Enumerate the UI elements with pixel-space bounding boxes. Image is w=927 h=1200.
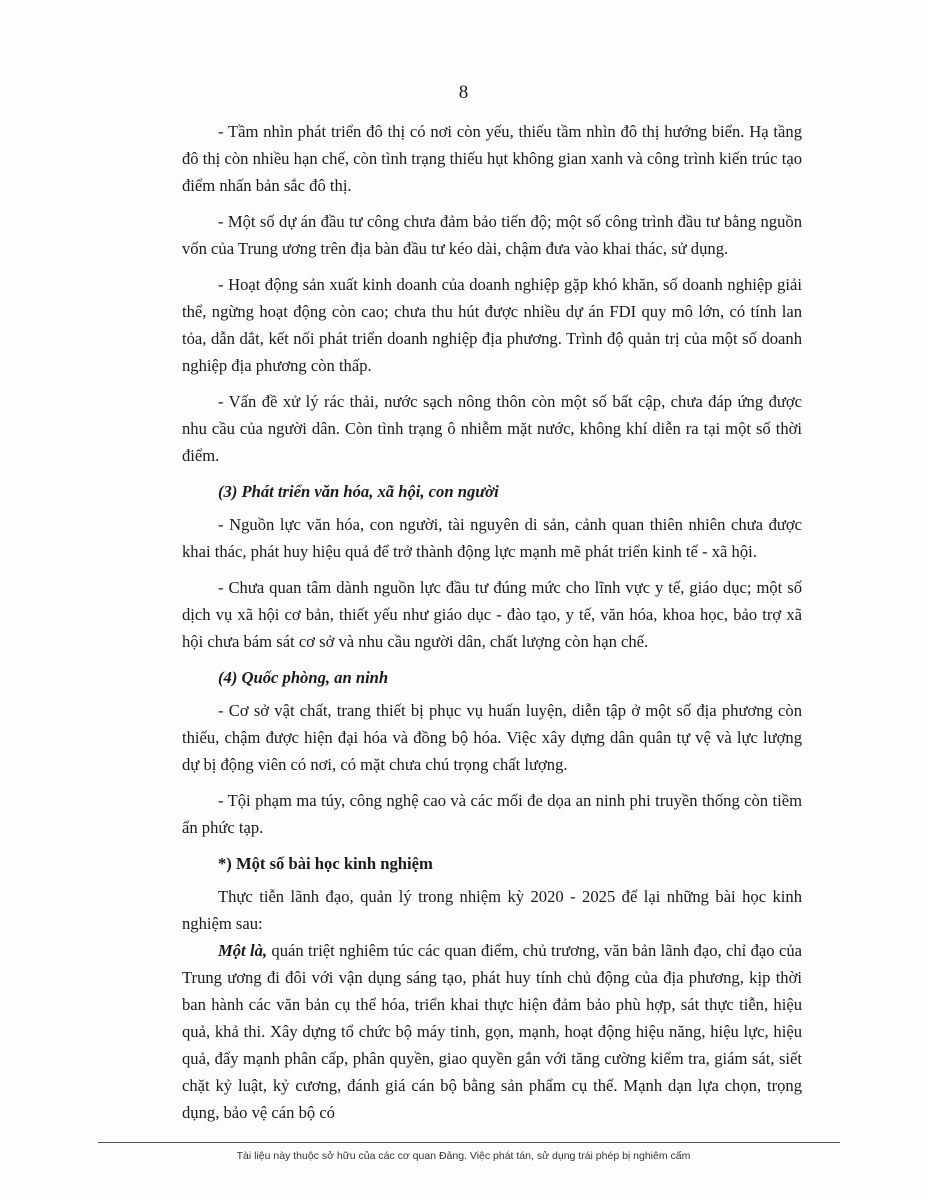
lesson-one-lead: Một là, [218,941,268,960]
document-body [182,118,802,1135]
paragraph-urban-vision: - Tầm nhìn phát triển đô thị có nơi còn yếu, thiếu tầm nhìn đô thị hướng biển. Hạ tầng đô thị còn nhiều hạn chế, còn tình trạng thiếu hụt không gian xanh và công trình kiến trúc tạo điểm nhấn bản sắc đô thị. [182,122,802,195]
footer-notice: Tài liệu này thuộc sở hữu của các cơ quan Đảng. Việc phát tán, sử dụng trái phép bị nghiêm cấm [236,1150,691,1162]
heading-lessons-learned: *) Một số bài học kinh nghiệm [218,854,433,873]
heading-defense-security: (4) Quốc phòng, an ninh [218,668,389,687]
page-number: 8 [458,82,469,103]
paragraph-defense-facilities: - Cơ sở vật chất, trang thiết bị phục vụ huấn luyện, diễn tập ở một số địa phương còn thiếu, chậm được hiện đại hóa và đồng bộ hóa. Việc xây dựng dân quân tự vệ và lực lượng dự bị động viên có nơi, có mặt chưa chú trọng chất lượng. [182,701,802,774]
paragraph-health-education: - Chưa quan tâm dành nguồn lực đầu tư đúng mức cho lĩnh vực y tế, giáo dục; một số dịch vụ xã hội cơ bản, thiết yếu như giáo dục - đào tạo, y tế, văn hóa, khoa học, bảo trợ xã hội chưa bám sát cơ sở và nhu cầu người dân, chất lượng còn hạn chế. [182,578,802,651]
paragraph-lessons-intro: Thực tiễn lãnh đạo, quản lý trong nhiệm kỳ 2020 - 2025 để lại những bài học kinh nghiệm sau: [182,887,802,933]
heading-culture-society: (3) Phát triển văn hóa, xã hội, con người [218,482,499,501]
lesson-one-text: quán triệt nghiêm túc các quan điểm, chủ trương, văn bản lãnh đạo, chỉ đạo của Trung ương đi đôi với vận dụng sáng tạo, phát huy tính chủ động của địa phương, kịp thời ban hành các văn bản cụ thể hóa, triển khai thực hiện đảm bảo phù hợp, sát thực tiễn, hiệu quả, khả thi. Xây dựng tổ chức bộ máy tinh, gọn, mạnh, hoạt động hiệu năng, hiệu lực, hiệu quả, đẩy mạnh phân cấp, phân quyền, giao quyền gắn với tăng cường kiểm tra, giám sát, siết chặt kỷ luật, kỷ cương, đánh giá cán bộ bằng sản phẩm cụ thể. Mạnh dạn lựa chọn, trọng dụng, bảo vệ cán bộ có [182,941,802,1122]
footer-divider [98,1142,840,1143]
paragraph-waste-water: - Vấn đề xử lý rác thải, nước sạch nông thôn còn một số bất cập, chưa đáp ứng được nhu cầu của người dân. Còn tình trạng ô nhiễm mặt nước, không khí diễn ra tại một số thời điểm. [182,392,802,465]
paragraph-lesson-one [182,937,802,1126]
paragraph-culture-resources: - Nguồn lực văn hóa, con người, tài nguyên di sản, cảnh quan thiên nhiên chưa được khai thác, phát huy hiệu quả để trở thành động lực mạnh mẽ phát triển kinh tế - xã hội. [182,515,802,561]
paragraph-business: - Hoạt động sản xuất kinh doanh của doanh nghiệp gặp khó khăn, số doanh nghiệp giải thể, ngừng hoạt động còn cao; chưa thu hút được nhiều dự án FDI quy mô lớn, có tính lan tỏa, dẫn dắt, kết nối phát triển doanh nghiệp địa phương. Trình độ quản trị của một số doanh nghiệp địa phương còn thấp. [182,275,802,375]
paragraph-public-investment: - Một số dự án đầu tư công chưa đảm bảo tiến độ; một số công trình đầu tư bằng nguồn vốn của Trung ương trên địa bàn đầu tư kéo dài, chậm đưa vào khai thác, sử dụng. [182,212,802,258]
paragraph-crime: - Tội phạm ma túy, công nghệ cao và các mối đe dọa an ninh phi truyền thống còn tiềm ẩn phức tạp. [182,791,802,837]
